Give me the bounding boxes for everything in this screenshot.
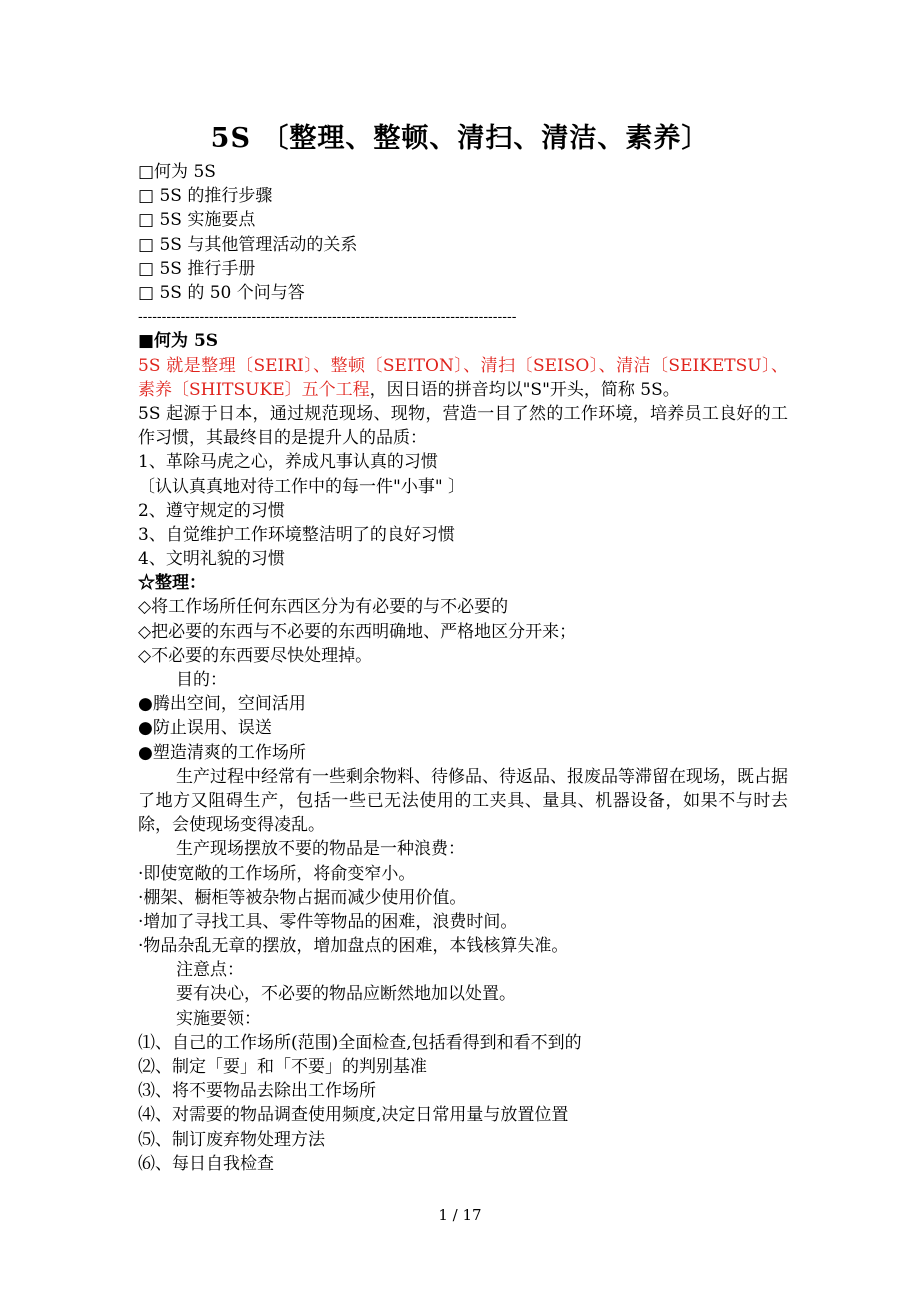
impl-item: ⑷、对需要的物品调查使用频度,决定日常用量与放置位置 (138, 1105, 569, 1126)
impl-item: ⑶、将不要物品去除出工作场所 (138, 1081, 376, 1102)
intro-highlight: 5S 就是整理〔SEIRI〕、整顿〔SEITON〕、清扫〔SEISO〕、清洁〔SEIKETSU〕、素养〔SHITSUKE〕五个工程 (138, 355, 788, 400)
seiri-point: ◇不必要的东西要尽快处理掉。 (138, 645, 373, 666)
goal-item: 1、革除马虎之心，养成凡事认真的习惯 (138, 452, 438, 473)
toc-item: □ 5S 的推行步骤 (138, 186, 273, 207)
intro-rest: ，因日语的拼音均以"S"开头，简称 5S。 (369, 379, 680, 400)
seiri-heading: ☆整理： (138, 573, 206, 594)
purpose-label: 目的： (176, 670, 227, 690)
goal-item: 3、自觉维护工作环境整洁明了的良好习惯 (138, 524, 455, 545)
divider-line: -------------------------------------------------------------------------------- (138, 309, 517, 326)
purpose-item: ●防止误用、误送 (138, 718, 272, 739)
purpose-item: ●腾出空间，空间活用 (138, 694, 306, 715)
impl-label: 实施要领： (176, 1008, 261, 1029)
goal-item: 4、文明礼貌的习惯 (138, 549, 285, 570)
waste-label: 生产现场摆放不要的物品是一种浪费： (176, 839, 465, 860)
seiri-point: ◇把必要的东西与不必要的东西明确地、严格地区分开来； (138, 621, 577, 642)
goal-item: 2、遵守规定的习惯 (138, 500, 285, 521)
waste-item: ·物品杂乱无章的摆放，增加盘点的困难，本钱核算失准。 (138, 936, 569, 957)
note-text: 要有决心，不必要的物品应断然地加以处置。 (176, 984, 516, 1005)
toc-item: □何为 5S (138, 162, 216, 182)
document-title: 5S 〔整理、整顿、清扫、清洁、素养〕 (210, 123, 710, 154)
production-paragraph: 生产过程中经常有一些剩余物料、待修品、待返品、报废品等滞留在现场，既占据了地方又阻碍生产，包括一些已无法使用的工夹具、量具、机器设备，如果不与时去除，会使现场变得凌乱。 (138, 766, 788, 836)
toc-item: □ 5S 的 50 个问与答 (138, 282, 305, 303)
waste-item: ·棚架、橱柜等被杂物占据而减少使用价值。 (138, 887, 467, 908)
intro-paragraph (138, 354, 788, 402)
toc-item: □ 5S 实施要点 (138, 210, 256, 231)
page-number: 1 / 17 (438, 1206, 482, 1224)
seiri-point: ◇将工作场所任何东西区分为有必要的与不必要的 (138, 597, 509, 618)
waste-item: ·即使宽敞的工作场所，将俞变窄小。 (138, 863, 416, 884)
toc-item: □ 5S 推行手册 (138, 258, 256, 279)
impl-item: ⑹、每日自我检查 (138, 1153, 274, 1174)
note-label: 注意点： (176, 960, 244, 981)
purpose-item: ●塑造清爽的工作场所 (138, 742, 306, 763)
impl-item: ⑵、制定「要」和「不要」的判别基准 (138, 1057, 427, 1078)
waste-item: ·增加了寻找工具、零件等物品的困难，浪费时间。 (138, 911, 518, 932)
impl-item: ⑴、自己的工作场所(范围)全面检查,包括看得到和看不到的 (138, 1032, 582, 1053)
impl-item: ⑸、制订废弃物处理方法 (138, 1129, 325, 1150)
section-heading: ■何为 5S (138, 331, 219, 352)
goal-item: 〔认认真真地对待工作中的每一件"小事" 〕 (138, 476, 466, 497)
toc-item: □ 5S 与其他管理活动的关系 (138, 234, 358, 255)
document-body (138, 160, 788, 1176)
origin-paragraph: 5S 起源于日本，通过规范现场、现物，营造一目了然的工作环境，培养员工良好的工作习惯，其最终目的是提升人的品质： (138, 403, 788, 449)
